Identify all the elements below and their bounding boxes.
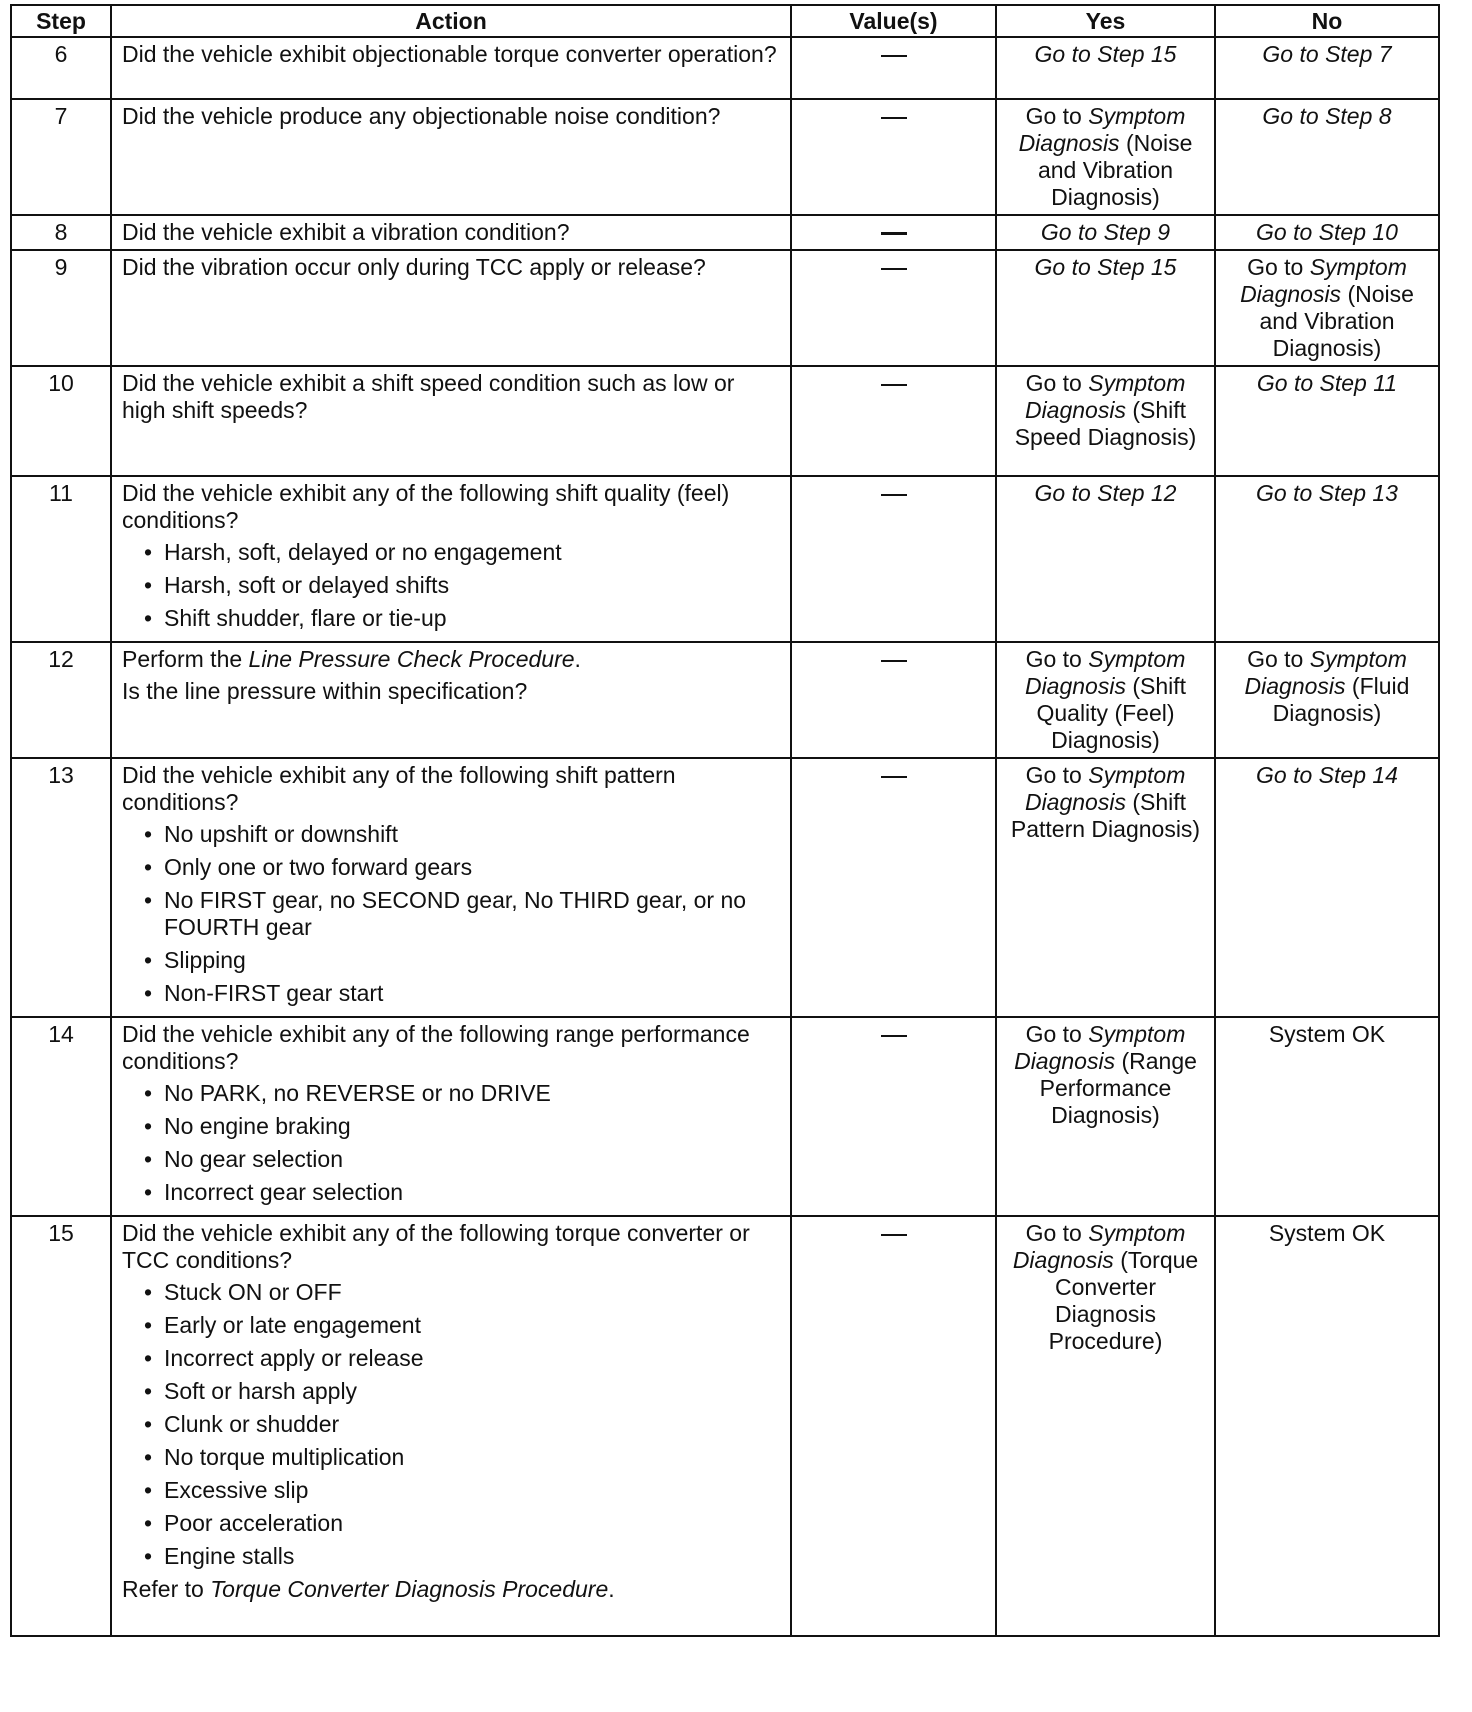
value-dash — [881, 494, 907, 496]
value-dash — [881, 1035, 907, 1037]
list-item: • Soft or harsh apply — [144, 1378, 780, 1405]
step-number: 7 — [11, 99, 111, 215]
action-cell — [111, 215, 791, 250]
step-number: 14 — [11, 1017, 111, 1216]
value-dash — [881, 384, 907, 386]
condition-list — [122, 539, 780, 632]
list-item: • Slipping — [144, 947, 780, 974]
diagnostic-table — [10, 4, 1440, 1637]
value-dash — [881, 776, 907, 778]
step-number: 12 — [11, 642, 111, 758]
list-item: • No gear selection — [144, 1146, 780, 1173]
value-cell — [791, 476, 996, 642]
list-item: • Excessive slip — [144, 1477, 780, 1504]
yes-cell: Go to Symptom Diagnosis (Range Performance Diagnosis) — [996, 1017, 1215, 1216]
action-question: Did the vehicle exhibit any of the following torque converter or TCC conditions? — [122, 1220, 750, 1273]
action-question: Did the vehicle exhibit any of the following shift pattern conditions? — [122, 762, 676, 815]
table-row — [11, 250, 1439, 366]
table-row — [11, 99, 1439, 215]
action-question: Is the line pressure within specification? — [122, 678, 528, 704]
table-row — [11, 758, 1439, 1017]
no-cell: Go to Symptom Diagnosis (Noise and Vibration Diagnosis) — [1215, 250, 1439, 366]
list-item: • Incorrect apply or release — [144, 1345, 780, 1372]
yes-cell: Go to Symptom Diagnosis (Shift Quality (Feel) Diagnosis) — [996, 642, 1215, 758]
table-row — [11, 215, 1439, 250]
step-number: 13 — [11, 758, 111, 1017]
no-cell: Go to Symptom Diagnosis (Fluid Diagnosis) — [1215, 642, 1439, 758]
step-number: 11 — [11, 476, 111, 642]
value-cell — [791, 37, 996, 99]
list-item: • No PARK, no REVERSE or no DRIVE — [144, 1080, 780, 1107]
action-cell — [111, 642, 791, 758]
no-cell: Go to Step 11 — [1215, 366, 1439, 476]
header-step: Step — [11, 5, 111, 37]
header-yes: Yes — [996, 5, 1215, 37]
no-cell: Go to Step 13 — [1215, 476, 1439, 642]
value-cell — [791, 758, 996, 1017]
value-dash — [881, 660, 907, 662]
value-cell — [791, 642, 996, 758]
list-item: • Shift shudder, flare or tie-up — [144, 605, 780, 632]
action-cell — [111, 1017, 791, 1216]
list-item: • Non-FIRST gear start — [144, 980, 780, 1007]
value-cell — [791, 215, 996, 250]
value-cell — [791, 250, 996, 366]
table-row — [11, 366, 1439, 476]
no-cell: Go to Step 7 — [1215, 37, 1439, 99]
yes-cell: Go to Step 15 — [996, 37, 1215, 99]
value-dash — [881, 232, 907, 235]
list-item: • No upshift or downshift — [144, 821, 780, 848]
yes-cell: Go to Symptom Diagnosis (Torque Converter Diagnosis Procedure) — [996, 1216, 1215, 1636]
action-question: Did the vehicle exhibit any of the following shift quality (feel) conditions? — [122, 480, 730, 533]
list-item: • No FIRST gear, no SECOND gear, No THIRD gear, or no FOURTH gear — [144, 887, 780, 941]
step-number: 15 — [11, 1216, 111, 1636]
no-cell: Go to Step 8 — [1215, 99, 1439, 215]
action-question: Did the vehicle exhibit a vibration condition? — [122, 219, 570, 245]
value-dash — [881, 1234, 907, 1236]
list-item: • Harsh, soft, delayed or no engagement — [144, 539, 780, 566]
list-item: • Engine stalls — [144, 1543, 780, 1570]
list-item: • Clunk or shudder — [144, 1411, 780, 1438]
yes-cell: Go to Symptom Diagnosis (Shift Pattern Diagnosis) — [996, 758, 1215, 1017]
no-cell: System OK — [1215, 1216, 1439, 1636]
list-item: • Stuck ON or OFF — [144, 1279, 780, 1306]
condition-list — [122, 1080, 780, 1206]
action-instruction: Perform the Line Pressure Check Procedure. — [122, 646, 581, 672]
yes-cell: Go to Symptom Diagnosis (Noise and Vibration Diagnosis) — [996, 99, 1215, 215]
value-cell — [791, 99, 996, 215]
condition-list — [122, 821, 780, 1007]
action-question: Did the vehicle exhibit any of the following range performance conditions? — [122, 1021, 750, 1074]
yes-cell: Go to Step 15 — [996, 250, 1215, 366]
list-item: • Only one or two forward gears — [144, 854, 780, 881]
table-row — [11, 1017, 1439, 1216]
action-question: Did the vehicle produce any objectionable noise condition? — [122, 103, 721, 129]
value-dash — [881, 55, 907, 57]
value-cell — [791, 1017, 996, 1216]
list-item: • No torque multiplication — [144, 1444, 780, 1471]
action-cell — [111, 758, 791, 1017]
action-cell — [111, 250, 791, 366]
action-cell — [111, 1216, 791, 1636]
table-row — [11, 1216, 1439, 1636]
step-number: 6 — [11, 37, 111, 99]
action-question: Did the vehicle exhibit objectionable torque converter operation? — [122, 41, 777, 67]
no-cell: System OK — [1215, 1017, 1439, 1216]
no-cell: Go to Step 10 — [1215, 215, 1439, 250]
header-no: No — [1215, 5, 1439, 37]
condition-list — [122, 1279, 780, 1570]
table-row — [11, 642, 1439, 758]
action-cell — [111, 366, 791, 476]
list-item: • Harsh, soft or delayed shifts — [144, 572, 780, 599]
yes-cell: Go to Symptom Diagnosis (Shift Speed Diagnosis) — [996, 366, 1215, 476]
table-row — [11, 37, 1439, 99]
value-dash — [881, 117, 907, 119]
procedure-reference: Refer to Torque Converter Diagnosis Procedure. — [122, 1576, 615, 1602]
action-cell — [111, 37, 791, 99]
step-number: 9 — [11, 250, 111, 366]
step-number: 10 — [11, 366, 111, 476]
value-cell — [791, 1216, 996, 1636]
action-question: Did the vehicle exhibit a shift speed condition such as low or high shift speeds? — [122, 370, 735, 423]
list-item: • Early or late engagement — [144, 1312, 780, 1339]
list-item: • No engine braking — [144, 1113, 780, 1140]
list-item: • Poor acceleration — [144, 1510, 780, 1537]
value-cell — [791, 366, 996, 476]
no-cell: Go to Step 14 — [1215, 758, 1439, 1017]
action-question: Did the vibration occur only during TCC apply or release? — [122, 254, 706, 280]
header-row — [11, 5, 1439, 37]
value-dash — [881, 268, 907, 270]
list-item: • Incorrect gear selection — [144, 1179, 780, 1206]
yes-cell: Go to Step 12 — [996, 476, 1215, 642]
step-number: 8 — [11, 215, 111, 250]
header-action: Action — [111, 5, 791, 37]
action-cell — [111, 99, 791, 215]
yes-cell: Go to Step 9 — [996, 215, 1215, 250]
action-cell — [111, 476, 791, 642]
table-row — [11, 476, 1439, 642]
header-values: Value(s) — [791, 5, 996, 37]
